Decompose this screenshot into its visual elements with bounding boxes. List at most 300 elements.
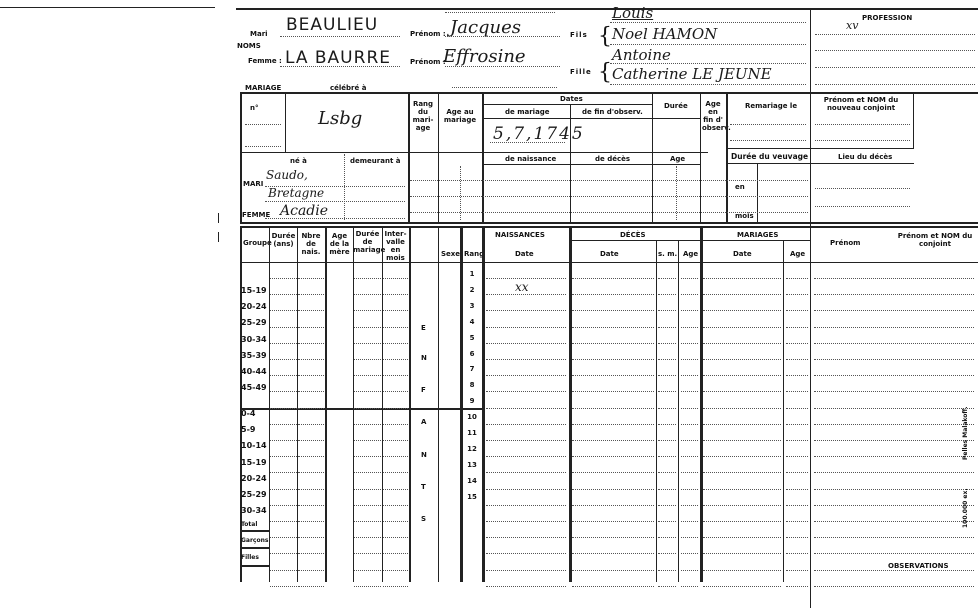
row-dotted-line [703,424,781,425]
age-label-2: Age [670,155,686,163]
veuvage-divider [757,163,758,222]
row-dotted-line [383,278,408,279]
row-dotted-line [681,456,698,457]
mariage-no-divider [285,92,286,152]
group-label: 15-19 [241,457,267,467]
row-dotted-line [786,521,808,522]
row-dotted-line [298,278,324,279]
row-dotted-line [572,278,654,279]
row-dotted-line [786,489,808,490]
row-dotted-line [658,408,676,409]
row-dotted-line [703,489,781,490]
row-dotted-line [298,359,324,360]
lieu-deces-head-rule [810,163,914,164]
enfants-letter: T [421,483,426,491]
row-dotted-line [658,456,676,457]
group-label: 30-34 [241,334,267,344]
row-dotted-line [814,456,974,457]
row-dotted-line [298,472,324,473]
mari-birth-2: Bretagne [268,186,325,200]
mari-birth-line [265,186,405,187]
col-5 [382,226,383,582]
naiss-date-header: Date [515,250,534,258]
ne-a-label: né à [290,157,307,165]
profession-label: PROFESSION [862,14,913,22]
rank-number: 14 [467,476,477,485]
father-name: Noel HAMON [612,25,718,43]
row-dotted-line [354,375,381,376]
row-dotted-line [383,294,408,295]
deces-header: DÉCÈS [620,231,646,239]
row-dotted-line [681,537,698,538]
col-7 [438,226,439,582]
stats-top-border [240,226,978,228]
deces-sub-rule [569,240,700,241]
mari-surname: BEAULIEU [286,15,379,35]
row-dotted-line [703,310,781,311]
row-dotted-line [658,537,676,538]
femme-birth-line [265,218,405,219]
prenom-nom-conjoint-header: Prénom et NOM du conjoint [897,232,973,248]
dates-row-rule [482,164,700,165]
row-dotted-line [270,553,297,554]
row-dotted-line [383,327,408,328]
remarriage-label: Remariage le [745,102,798,110]
row-dotted-line [786,570,808,571]
row-dotted-line [658,440,676,441]
duree-mariage-header: Durée de mariage [353,230,386,254]
enfants-letter: A [421,418,427,426]
row-dotted-line [572,440,654,441]
mari-label: Mari [250,30,268,38]
row-dotted-line [486,375,566,376]
row-dotted-line [681,408,698,409]
group-label: 20-24 [241,302,267,312]
de-naissance-label: de naissance [505,155,557,163]
row-dotted-line [703,537,781,538]
row-dotted-line [572,424,654,425]
mari-birth-1: Saudo, [266,168,308,182]
rang-label: Rang du mari-age [412,100,434,132]
row-dotted-line [786,278,808,279]
copies-note: 100.000 ex. [962,488,969,528]
femme-firstname-line [445,66,560,67]
margin-rule [0,7,215,8]
row-dotted-line [681,440,698,441]
row-dotted-line [354,408,381,409]
row-dotted-line [703,375,781,376]
duree-veuvage-label: Durée du veuvage [731,152,809,161]
row-dotted-line [486,391,566,392]
de-deces-label: de décès [595,155,631,163]
row-dotted-line [658,391,676,392]
row-dotted-line [354,359,381,360]
conjoint-line-1 [815,124,910,125]
mother-firstname: Antoine [612,46,671,64]
dates-head-rule [482,118,700,119]
row-dotted-line [354,343,381,344]
sm-header: s. m. [658,250,678,258]
edge-mark-2 [218,232,219,242]
row-dotted-line [572,472,654,473]
row-dotted-line [572,456,654,457]
rank-number: 15 [467,492,477,501]
row-dotted-line [270,521,297,522]
right-column-rule [810,8,811,608]
row-dotted-line [814,408,974,409]
row-dotted-line [786,440,808,441]
mari-firstname: Jacques [450,17,522,38]
mariages-date-header: Date [733,250,752,258]
birth-mark: xx [515,280,529,294]
row-dotted-line [703,570,781,571]
row-dotted-line [814,553,974,554]
group-label: 0-4 [241,409,256,418]
dates-left-border [482,92,484,222]
noms-label: NOMS [237,42,261,50]
mari-row-label: MARI [243,180,264,188]
row-dotted-line [354,570,381,571]
row-dotted-line [703,359,781,360]
prenom-header: Prénom [830,239,861,247]
row-dotted-line [383,375,408,376]
row-dotted-line [486,521,566,522]
fils-brace: { [598,24,612,49]
row-dotted-line [814,440,974,441]
prof-line-3 [815,67,975,68]
row-dotted-line [486,586,566,587]
row-dotted-line [681,327,698,328]
mari-surname-line [280,36,400,37]
dates-mid-rule [408,152,708,153]
group-label: 45-49 [241,383,267,393]
age-fin-observ-label: Age en fin d' observ. [702,100,731,132]
row-dotted-line [298,310,324,311]
row-dotted-line [486,408,566,409]
row-dotted-line [786,343,808,344]
fils-label: Fils [570,31,588,39]
remarriage-left-border [726,92,728,222]
prof-line-4 [815,84,975,85]
duree-ans-header: Durée (ans) [271,232,296,248]
row-dotted-line [270,586,297,587]
femme-firstname: Effrosine [443,46,526,67]
mother-name: Catherine LE JEUNE [612,65,772,83]
row-dotted-line [681,424,698,425]
row-dotted-line [572,505,654,506]
row-dotted-line [572,553,654,554]
row-dotted-line [354,327,381,328]
row-dotted-line [354,472,381,473]
row-dotted-line [270,440,297,441]
row-dotted-line [658,570,676,571]
row-dotted-line [703,278,781,279]
en-label: en [735,183,745,191]
row-dotted-line [298,537,324,538]
marriage-date-line [490,142,565,143]
mari-birth-line-2 [265,201,405,202]
row-dotted-line [298,408,324,409]
profession-value: xv [846,19,859,32]
row-dotted-line [572,359,654,360]
row-dotted-line [814,310,974,311]
row-dotted-line [486,537,566,538]
row-dotted-line [298,586,324,587]
duree-left-border [652,92,653,222]
row-dotted-line [298,327,324,328]
age-mariage-label: Age au mariage [443,108,477,124]
dates-sub-rule [482,104,652,105]
fin-observ-label: de fin d'observ. [582,108,643,116]
fille-line-1 [610,63,806,64]
groupe-header: Groupe [243,239,272,247]
row-dotted-line [703,505,781,506]
row-dotted-line [814,343,974,344]
row-dotted-line [270,456,297,457]
group-label: 10-14 [241,441,267,451]
row-dotted-line [786,472,808,473]
upper-row-line-3 [410,212,808,213]
deces-age-header: Age [683,250,699,258]
row-dotted-line [298,424,324,425]
row-dotted-line [270,505,297,506]
prof-line-2 [815,50,975,51]
row-dotted-line [786,391,808,392]
row-dotted-line [486,440,566,441]
col-14 [783,240,784,582]
row-dotted-line [354,553,381,554]
row-dotted-line [383,489,408,490]
group-label: 35-39 [241,350,267,360]
row-dotted-line [814,359,974,360]
row-dotted-line [786,586,808,587]
no-line-1 [245,124,281,125]
row-dotted-line [658,294,676,295]
col-1 [269,226,270,582]
row-dotted-line [354,294,381,295]
row-dotted-line [572,537,654,538]
row-dotted-line [383,456,408,457]
enfants-letter: S [421,515,427,523]
row-dotted-line [298,489,324,490]
col-13 [700,226,703,582]
group-label: 15-19 [241,286,267,295]
row-dotted-line [383,391,408,392]
rang-header: Rang [464,250,485,258]
row-dotted-line [270,294,297,295]
col-12 [678,240,679,582]
row-dotted-line [681,489,698,490]
row-dotted-line [383,570,408,571]
lieu-line-1 [815,188,910,189]
row-dotted-line [486,424,566,425]
row-dotted-line [814,521,974,522]
no-label: n° [250,104,259,112]
row-dotted-line [572,586,654,587]
dots-top [445,12,555,13]
filles-label: Filles [241,554,259,561]
row-dotted-line [703,521,781,522]
nbre-naiss-header: Nbre de nais. [301,232,321,256]
demeurant-label: demeurant à [350,157,401,165]
rank-number: 10 [467,413,477,422]
row-dotted-line [270,343,297,344]
mariage-top-border [240,92,978,94]
row-dotted-line [572,521,654,522]
marriage-date: 5,7,1745 [493,124,585,144]
row-dotted-line [270,327,297,328]
row-dotted-line [298,521,324,522]
row-dotted-line [658,505,676,506]
row-dotted-line [814,278,974,279]
row-dotted-line [814,327,974,328]
rank-number: 6 [469,349,475,358]
enfants-letter: N [421,354,427,362]
col-11 [656,240,657,582]
row-dotted-line [786,456,808,457]
row-dotted-line [270,472,297,473]
mariage-title: MARIAGE [245,84,282,92]
row-dotted-line [354,424,381,425]
mariage-mid-rule [240,152,408,153]
row-dotted-line [703,391,781,392]
row-dotted-line [814,375,974,376]
row-dotted-line [354,537,381,538]
row-dotted-line [298,375,324,376]
row-dotted-line [270,375,297,376]
row-dotted-line [703,343,781,344]
row-dotted-line [383,343,408,344]
row-dotted-line [703,327,781,328]
row-dotted-line [786,408,808,409]
row-dotted-line [298,553,324,554]
row-dotted-line [658,553,676,554]
veuvage-head-rule [726,163,810,164]
stats-left-border [240,226,242,582]
row-dotted-line [572,327,654,328]
row-dotted-line [681,505,698,506]
mariages-age-header: Age [790,250,806,258]
row-dotted-line [383,586,408,587]
row-dotted-line [658,375,676,376]
mois-label: mois [735,212,754,220]
row-dotted-line [681,343,698,344]
row-dotted-line [814,294,974,295]
duree-label: Durée [664,102,688,110]
row-dotted-line [703,408,781,409]
row-dotted-line [354,440,381,441]
row-dotted-line [786,553,808,554]
rank-number: 2 [469,285,475,294]
father-firstname: Louis [612,4,654,22]
mariages-sub-rule [700,240,810,241]
row-dotted-line [658,278,676,279]
fille-label: Fille [570,68,592,76]
age-col-dots [460,166,461,220]
row-dotted-line [383,537,408,538]
enfants-letter: F [421,386,426,394]
observations-label: OBSERVATIONS [888,562,949,570]
rank-number: 13 [467,460,477,469]
row-dotted-line [703,472,781,473]
enfants-letter: E [421,324,426,332]
col-4 [353,226,354,582]
celebre-place: Lsbg [318,108,363,129]
row-dotted-line [814,391,974,392]
row-dotted-line [572,408,654,409]
row-dotted-line [486,310,566,311]
femme-label: Femme : [248,57,282,65]
row-dotted-line [270,537,297,538]
rank-number: 3 [469,301,475,310]
row-dotted-line [354,489,381,490]
row-dotted-line [658,359,676,360]
row-dotted-line [298,391,324,392]
group-label: 40-44 [241,367,267,376]
total-rule [240,530,270,532]
row-dotted-line [572,375,654,376]
row-dotted-line [298,294,324,295]
row-dotted-line [298,505,324,506]
row-dotted-line [786,537,808,538]
col-9 [482,226,485,582]
row-dotted-line [572,391,654,392]
row-dotted-line [572,489,654,490]
row-dotted-line [354,521,381,522]
conjoint-right-border [913,92,914,148]
fille-brace: { [598,60,612,85]
ne-demeurant-divider [344,154,345,220]
group-label: 20-24 [241,473,267,483]
rank-number: 7 [469,365,475,374]
group-label: 30-34 [241,506,267,516]
row-dotted-line [786,505,808,506]
row-dotted-line [703,456,781,457]
deces-date-header: Date [600,250,619,258]
row-dotted-line [270,489,297,490]
de-mariage-label: de mariage [505,108,550,116]
row-dotted-line [486,294,566,295]
row-dotted-line [786,359,808,360]
row-dotted-line [354,391,381,392]
row-dotted-line [703,294,781,295]
row-dotted-line [681,521,698,522]
row-dotted-line [786,327,808,328]
row-dotted-line [383,440,408,441]
row-dotted-line [681,294,698,295]
row-dotted-line [486,553,566,554]
row-dotted-line [814,586,974,587]
row-dotted-line [270,408,297,409]
row-dotted-line [681,570,698,571]
row-dotted-line [681,278,698,279]
group-label: 25-29 [241,318,267,328]
row-dotted-line [572,294,654,295]
sexe-header: Sexe [441,250,461,258]
femme-row-label: FEMME [242,211,271,219]
rank-number: 5 [469,333,475,342]
row-dotted-line [814,505,974,506]
row-dotted-line [486,570,566,571]
row-dotted-line [486,359,566,360]
row-dotted-line [658,521,676,522]
group-label: 25-29 [241,490,267,499]
row-dotted-line [486,472,566,473]
row-dotted-line [486,489,566,490]
row-dotted-line [486,278,566,279]
naissances-header: NAISSANCES [495,231,545,239]
lieu-deces-label: Lieu du décès [838,153,893,161]
